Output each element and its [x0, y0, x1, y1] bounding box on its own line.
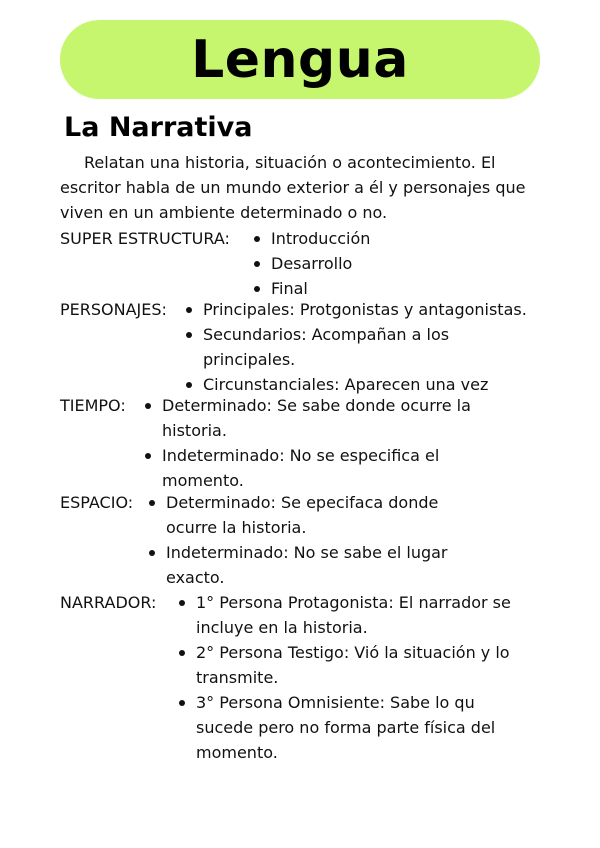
list-item: Determinado: Se epecifaca donde ocurre la historia.	[148, 490, 468, 540]
list-item: 3° Persona Omnisiente: Sabe lo qu sucede pero no forma parte física del momento.	[178, 690, 528, 765]
list-item: Determinado: Se sabe donde ocurre la historia.	[144, 393, 484, 443]
list-item: 2° Persona Testigo: Vió la situación y lo transmite.	[178, 640, 528, 690]
section-label: ESPACIO:	[60, 493, 134, 512]
list-item: Secundarios: Acompañan a los principales.	[185, 322, 545, 372]
section-label: SUPER ESTRUCTURA:	[60, 229, 230, 248]
list-item: 1° Persona Protagonista: El narrador se incluye en la historia.	[178, 590, 528, 640]
list-item: Circunstanciales: Aparecen una vez	[185, 372, 545, 397]
bullet-list	[253, 226, 553, 301]
list-item: Principales: Protgonistas y antagonistas.	[185, 297, 545, 322]
list-item: Desarrollo	[253, 251, 553, 276]
list-item: Indeterminado: No se sabe el lugar exacto.	[148, 540, 468, 590]
page-title: Lengua	[191, 29, 409, 90]
list-item: Introducción	[253, 226, 553, 251]
bullet-list	[148, 490, 468, 590]
bullet-list	[178, 590, 528, 765]
section-label: TIEMPO:	[60, 396, 126, 415]
section-heading: La Narrativa	[64, 112, 253, 143]
list-item: Final	[253, 276, 553, 301]
bullet-list	[185, 297, 545, 397]
title-banner	[60, 20, 540, 99]
bullet-list	[144, 393, 484, 493]
intro-paragraph: Relatan una historia, situación o acontecimiento. El escritor habla de un mundo exterior a él y personajes que viven en un ambiente determinado o no.	[60, 153, 526, 222]
section-label: PERSONAJES:	[60, 300, 167, 319]
list-item: Indeterminado: No se especifica el momento.	[144, 443, 484, 493]
section-label: NARRADOR:	[60, 593, 157, 612]
